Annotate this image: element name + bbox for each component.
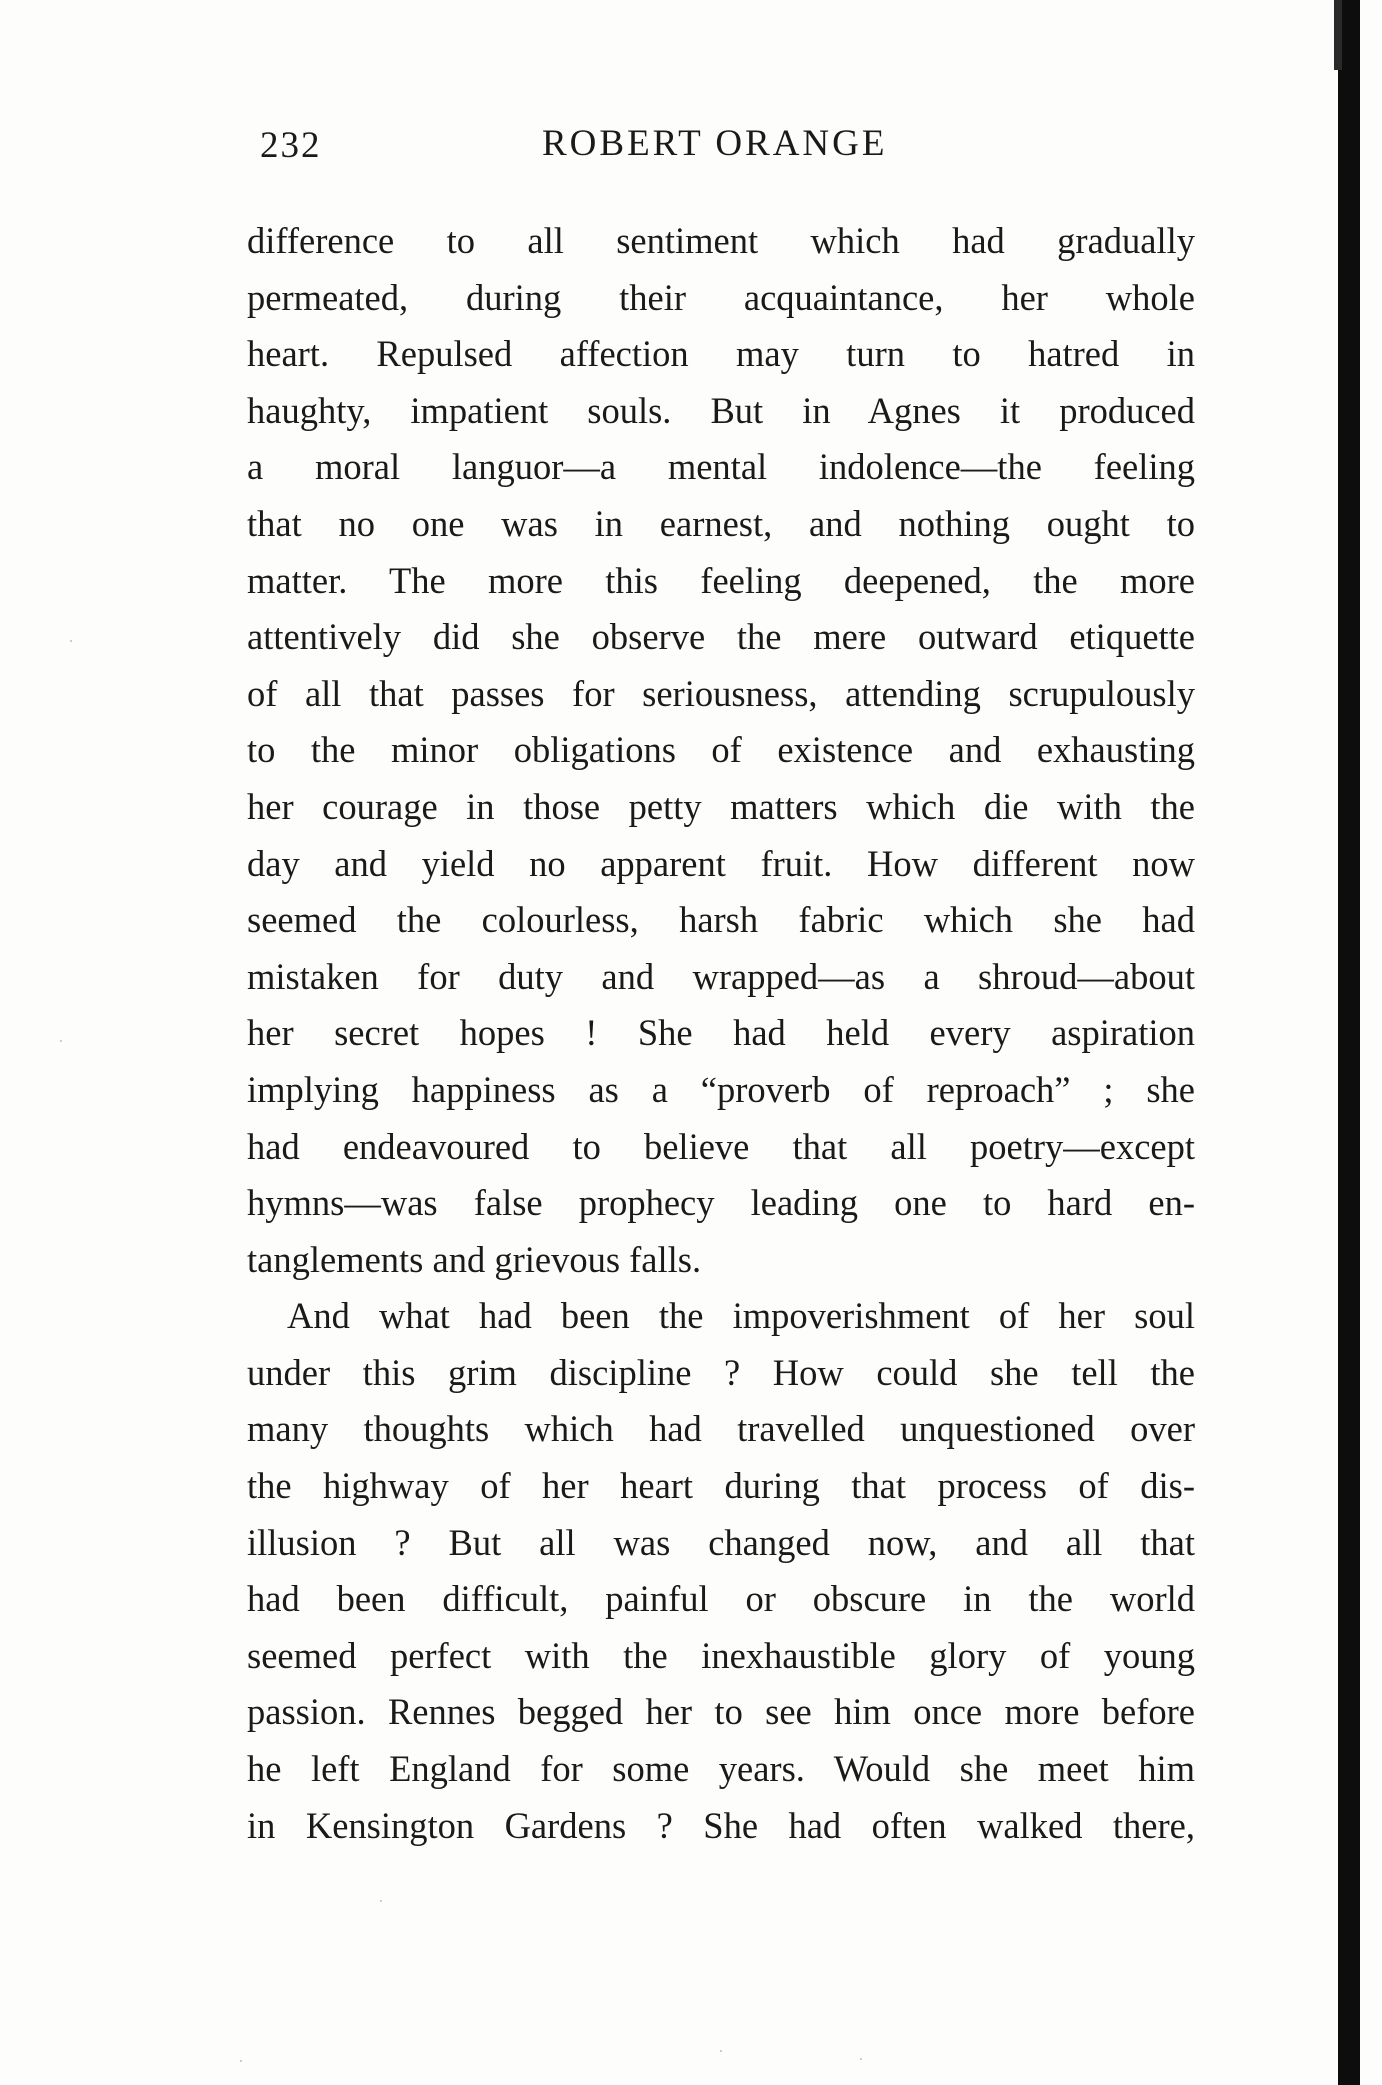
text-line: her courage in those petty matters which die with the xyxy=(247,785,1195,827)
text-line: that no one was in earnest, and nothing ought to xyxy=(247,502,1195,544)
text-line: day and yield no apparent fruit. How different now xyxy=(247,842,1195,884)
paragraph-2 xyxy=(247,1288,1195,1854)
page-edge-shadow xyxy=(1338,0,1360,2085)
text-line: seemed perfect with the inexhaustible glory of young xyxy=(247,1634,1195,1676)
text-line: had been difficult, painful or obscure in the world xyxy=(247,1578,1195,1620)
paper-speck xyxy=(240,2060,242,2062)
text-line: illusion ? But all was changed now, and all that xyxy=(247,1521,1195,1563)
text-line: he left England for some years. Would she meet him xyxy=(247,1748,1195,1790)
text-line: implying happiness as a “proverb of reproach” ; she xyxy=(247,1068,1195,1110)
text-line: heart. Repulsed affection may turn to hatred in xyxy=(247,333,1195,375)
text-line: under this grim discipline ? How could she tell the xyxy=(247,1351,1195,1393)
running-header xyxy=(246,122,1196,172)
page-number: 232 xyxy=(260,125,322,166)
paper-speck xyxy=(60,1040,62,1042)
text-line: had endeavoured to believe that all poetry—except xyxy=(247,1125,1195,1167)
text-line: permeated, during their acquaintance, her whole xyxy=(247,276,1195,318)
text-line: mistaken for duty and wrapped—as a shroud—about xyxy=(247,955,1195,997)
text-line: difference to all sentiment which had gradually xyxy=(247,220,1195,261)
paper-speck xyxy=(860,2058,862,2060)
text-line: many thoughts which had travelled unquestioned over xyxy=(247,1408,1195,1450)
text-line: in Kensington Gardens ? She had often walked there, xyxy=(247,1804,1195,1846)
paragraph-1 xyxy=(247,213,1195,1288)
text-line: hymns—was false prophecy leading one to hard en- xyxy=(247,1182,1195,1224)
text-line: seemed the colourless, harsh fabric which she had xyxy=(247,899,1195,941)
text-line: tanglements and grievous falls. xyxy=(247,1238,702,1280)
paper-speck xyxy=(380,1900,382,1902)
text-line: And what had been the impoverishment of her soul xyxy=(287,1295,1195,1337)
body-text xyxy=(247,213,1195,1854)
text-line: attentively did she observe the mere outward etiquette xyxy=(247,616,1195,658)
running-title: ROBERT ORANGE xyxy=(542,123,888,164)
text-line: the highway of her heart during that process of dis- xyxy=(247,1465,1195,1507)
text-line: matter. The more this feeling deepened, the more xyxy=(247,559,1195,601)
page-edge-shadow-top xyxy=(1334,0,1342,70)
paper-speck xyxy=(70,640,72,642)
text-line: to the minor obligations of existence and exhausting xyxy=(247,729,1195,771)
text-line: of all that passes for seriousness, attending scrupulously xyxy=(247,672,1195,714)
text-line: her secret hopes ! She had held every aspiration xyxy=(247,1012,1195,1054)
text-line: haughty, impatient souls. But in Agnes it produced xyxy=(247,389,1195,431)
paper-speck xyxy=(720,2050,722,2052)
text-line: passion. Rennes begged her to see him once more before xyxy=(247,1691,1195,1733)
text-line: a moral languor—a mental indolence—the feeling xyxy=(247,446,1195,488)
